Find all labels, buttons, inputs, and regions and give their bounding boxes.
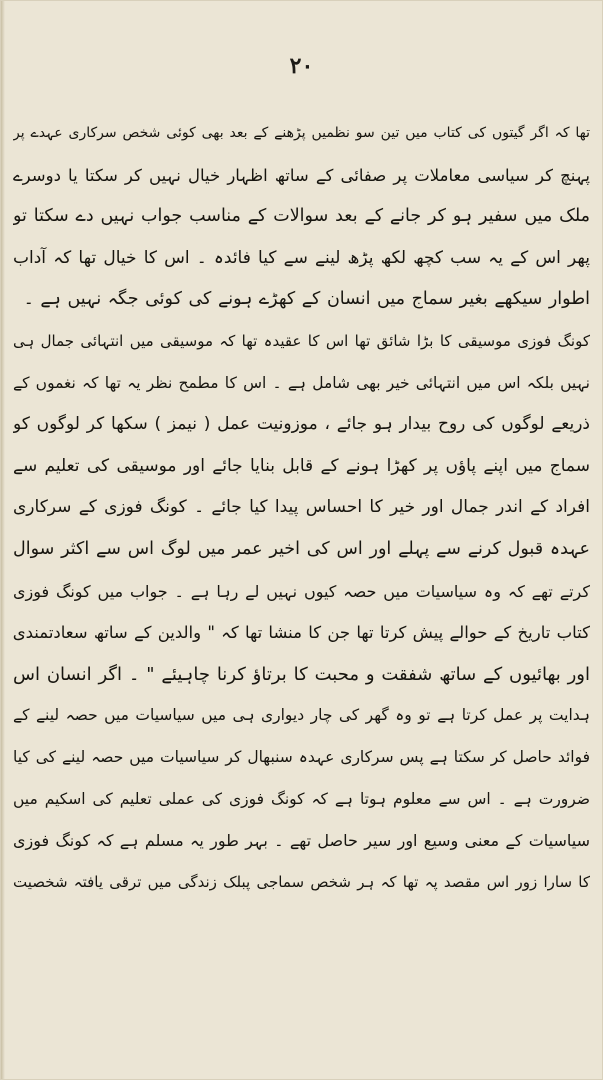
text-line: سماج میں اپنے پاؤں پر کھڑا ہونے کے قابل بنایا جائے اور موسیقی کی تعلیم سے xyxy=(13,455,590,476)
text-line: افراد کے اندر جمال اور خیر کا احساس پیدا کیا جائے ۔ کونگ فوزی کے سرکاری xyxy=(13,497,590,518)
text-line: کتاب تاریخ کے حوالے پیش کرتا تھا جن کا منشا تھا کہ " والدین کے ساتھ سعادتمندی xyxy=(13,623,590,643)
text-line: ذریعے لوگوں کی روح بیدار ہو جائے ، موزونیت عمل ( نیمز ) سکھا کر لوگوں کو xyxy=(13,414,590,435)
page-number: ۲۰ xyxy=(289,53,314,79)
text-line: ضرورت ہے ۔ اس سے معلوم ہوتا ہے کہ کونگ فوزی کی عملی تعلیم کی اسکیم میں xyxy=(13,789,590,808)
text-line: فوائد حاصل کر سکتا ہے پس سرکاری عہدہ سنبھال کر سیاسیات میں حصہ لینے کی کیا xyxy=(13,747,590,766)
text-line: کا سارا زور اس مقصد پہ تھا کہ ہر شخص سماجی پبلک زندگی میں ترقی یافتہ شخصیت xyxy=(13,872,590,891)
text-line: عہدہ قبول کرنے سے پہلے اور اس کی اخیر عمر میں لوگ اس سے اکثر سوال xyxy=(13,538,590,559)
text-line: تھا کہ اگر گیتوں کی کتاب میں تین سو نظمیں پڑھنے کے بعد بھی کوئی شخص سرکاری عہدے پر xyxy=(13,125,590,141)
text-line: ملک میں سفیر ہو کر جانے کے بعد سوالات کے مناسب جواب نہیں دے سکتا تو xyxy=(13,206,590,227)
text-line: نہیں بلکہ اس میں انتہائی خیر بھی شامل ہے ۔ اس کا مطمح نظر یہ تھا کہ نغموں کے xyxy=(13,373,590,392)
text-line: ہدایت پر عمل کرتا ہے تو وہ گھر کی چار دیواری ہی میں سیاسیات میں حصہ لینے کے xyxy=(13,706,590,725)
text-line: پہنچ کر سیاسی معاملات پر صفائی کے ساتھ اظہار خیال نہیں کر سکتا یا دوسرے xyxy=(13,165,590,185)
text-line: کرتے تھے کہ وہ سیاسیات میں حصہ کیوں نہیں لے رہا ہے ۔ جواب میں کونگ فوزی xyxy=(13,581,590,601)
text-line: سیاسیات کے معنی وسیع اور سیر حاصل تھے ۔ بہر طور یہ مسلم ہے کہ کونگ فوزی xyxy=(13,831,590,851)
text-line: اور بھائیوں کے ساتھ شفقت و محبت کا برتاؤ کرنا چاہیئے " ۔ اگر انسان اس xyxy=(13,663,590,685)
page-edge-shadow xyxy=(1,1,5,1079)
page-body-text xyxy=(13,113,590,903)
text-line: پھر اس کے یہ سب کچھ لکھ پڑھ لینے سے کیا فائدہ ۔ اس کا خیال تھا کہ آداب xyxy=(13,247,590,268)
text-line: اطوار سیکھے بغیر سماج میں انسان کے کھڑے ہونے کی کوئی جگہ نہیں ہے ۔ xyxy=(23,289,590,310)
text-line: کونگ فوزی موسیقی کا بڑا شائق تھا اس کا عقیدہ تھا کہ موسیقی میں انتہائی جمال ہی xyxy=(13,331,590,350)
